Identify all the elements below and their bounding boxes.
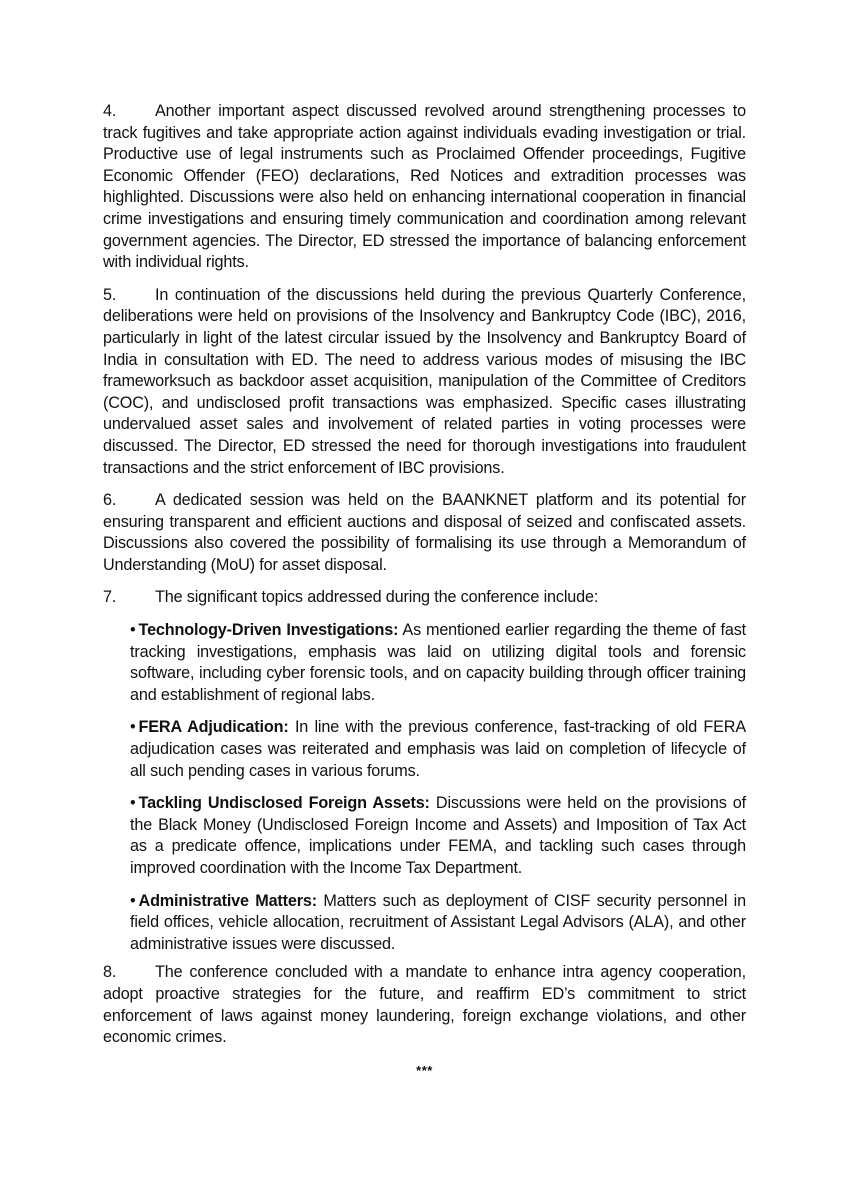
paragraph-number: 4.	[103, 102, 117, 120]
paragraph-text: In continuation of the discussions held during the previous Quarterly Conference, deliberations were held on provisions of the Insolvency and Bankruptcy Code (IBC), 2016, particularly in light of the latest circular issued by the Insolvency and Bankruptcy Board of India in consultation with ED. The need to address various modes of misusing the IBC frameworksuch as backdoor asset acquisition, manipulation of the Committee of Creditors (COC), and undisclosed profit transactions was emphasized. Specific cases illustrating undervalued asset sales and involvement of related parties in voting processes were discussed. The Director, ED stressed the need for thorough investigations into fraudulent transactions and the strict enforcement of IBC provisions.	[103, 285, 746, 477]
bullet-icon: •	[130, 621, 136, 640]
topic-title: Tackling Undisclosed Foreign Assets:	[138, 794, 430, 813]
topic-title: FERA Adjudication:	[138, 718, 289, 737]
paragraph-4	[103, 101, 746, 274]
paragraph-number: 6.	[103, 491, 117, 510]
topic-title: Administrative Matters:	[138, 891, 318, 910]
paragraph-7	[103, 587, 746, 609]
paragraph-number: 5.	[103, 285, 117, 304]
topic-text: As mentioned earlier regarding the theme of fast tracking investigations, emphasis was laid on utilizing digital tools and forensic software, including cyber forensic tools, and on capacity building through officer training and establishment of regional labs.	[130, 621, 746, 704]
paragraph-number: 7.	[103, 588, 117, 607]
paragraph-5	[103, 285, 746, 479]
topics-list	[103, 620, 746, 955]
topic-text: Discussions were held on the provisions of the Black Money (Undisclosed Foreign Income and Assets) and Imposition of Tax Act as a predicate offence, implications under FEMA, and tackling such cases through improved coordination with the Income Tax Department.	[130, 794, 746, 877]
topic-undisclosed-foreign-assets	[130, 793, 746, 879]
end-of-document-mark: ***	[416, 1062, 433, 1078]
topic-technology-driven-investigations	[130, 620, 746, 706]
paragraph-text: A dedicated session was held on the BAANKNET platform and its potential for ensuring transparent and efficient auctions and disposal of seized and confiscated assets. Discussions also covered the possibility of formalising its use through a Memorandum of Understanding (MoU) for asset disposal.	[103, 491, 746, 574]
paragraph-text: Another important aspect discussed revolved around strengthening processes to track fugitives and take appropriate action against individuals evading investigation or trial. Productive use of legal instruments such as Proclaimed Offender proceedings, Fugitive Economic Offender (FEO) declarations, Red Notices and extradition processes was highlighted. Discussions were also held on enhancing international cooperation in financial crime investigations and ensuring timely communication and coordination among relevant government agencies. The Director, ED stressed the importance of balancing enforcement with individual rights.	[103, 102, 746, 272]
bullet-icon: •	[130, 718, 136, 737]
topic-administrative-matters	[130, 891, 746, 956]
paragraph-text: The conference concluded with a mandate to enhance intra agency cooperation, adopt proactive strategies for the future, and reaffirm ED’s commitment to strict enforcement of laws against money laundering, foreign exchange violations, and other economic crimes.	[103, 963, 746, 1047]
topic-text: In line with the previous conference, fast-tracking of old FERA adjudication cases was reiterated and emphasis was laid on completion of lifecycle of all such pending cases in various forums.	[130, 718, 746, 780]
document-page	[103, 101, 746, 1081]
topic-fera-adjudication	[130, 717, 746, 782]
paragraph-number: 8.	[103, 963, 117, 982]
bullet-icon: •	[130, 891, 136, 910]
paragraph-text: The significant topics addressed during the conference include:	[155, 588, 599, 607]
bullet-icon: •	[130, 794, 136, 813]
paragraph-8	[103, 962, 746, 1048]
topic-title: Technology-Driven Investigations:	[138, 621, 399, 640]
paragraph-6	[103, 490, 746, 576]
topic-text: Matters such as deployment of CISF security personnel in field offices, vehicle allocation, recruitment of Assistant Legal Advisors (ALA), and other administrative issues were discussed.	[130, 891, 746, 953]
